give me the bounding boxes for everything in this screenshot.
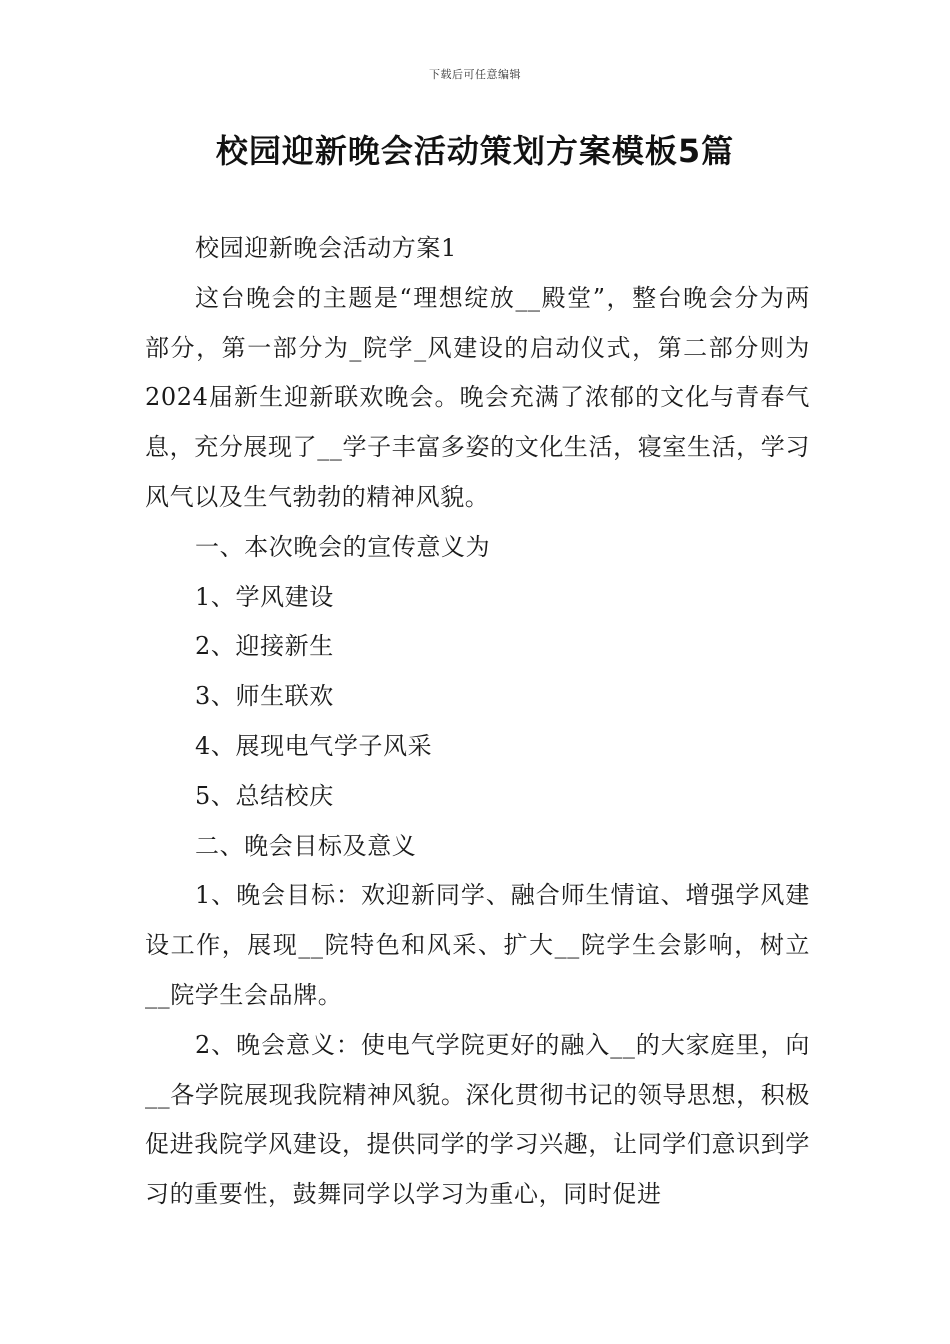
list-item: 1、学风建设 [195,582,334,611]
list-item: 4、展现电气学子风采 [195,731,433,760]
list-item: 3、师生联欢 [195,682,334,711]
list-item: 2、迎接新生 [195,632,334,661]
body-paragraph: 这台晚会的主题是“理想绽放__殿堂”，整台晚会分为两部分，第一部分为_院学_风建设的启动仪式，第二部分则为2024届新生迎新联欢晚会。晚会充满了浓郁的文化与青春气息，充分展现了__学子丰富多姿的文化生活，寝室生活，学习风气以及生气勃勃的精神风貌。 [145,283,810,511]
list-item: 5、总结校庆 [195,781,334,810]
document-body [145,224,810,1220]
body-paragraph: 1、晚会目标：欢迎新同学、融合师生情谊、增强学风建设工作，展现__院特色和风采、扩大__院学生会影响，树立__院学生会品牌。 [145,881,810,1009]
section-heading: 校园迎新晚会活动方案1 [195,234,457,262]
body-paragraph: 2、晚会意义：使电气学院更好的融入__的大家庭里，向__各学院展现我院精神风貌。深化贯彻书记的领导思想，积极促进我院学风建设，提供同学的学习兴趣，让同学们意识到学习的重要性，鼓舞同学以学习为重心，同时促进 [145,1030,810,1209]
document-title: 校园迎新晚会活动策划方案模板5篇 [215,132,735,170]
section-heading: 二、晚会目标及意义 [195,831,417,860]
header-note: 下载后可任意编辑 [429,68,521,81]
section-heading: 一、本次晚会的宣传意义为 [195,532,491,561]
